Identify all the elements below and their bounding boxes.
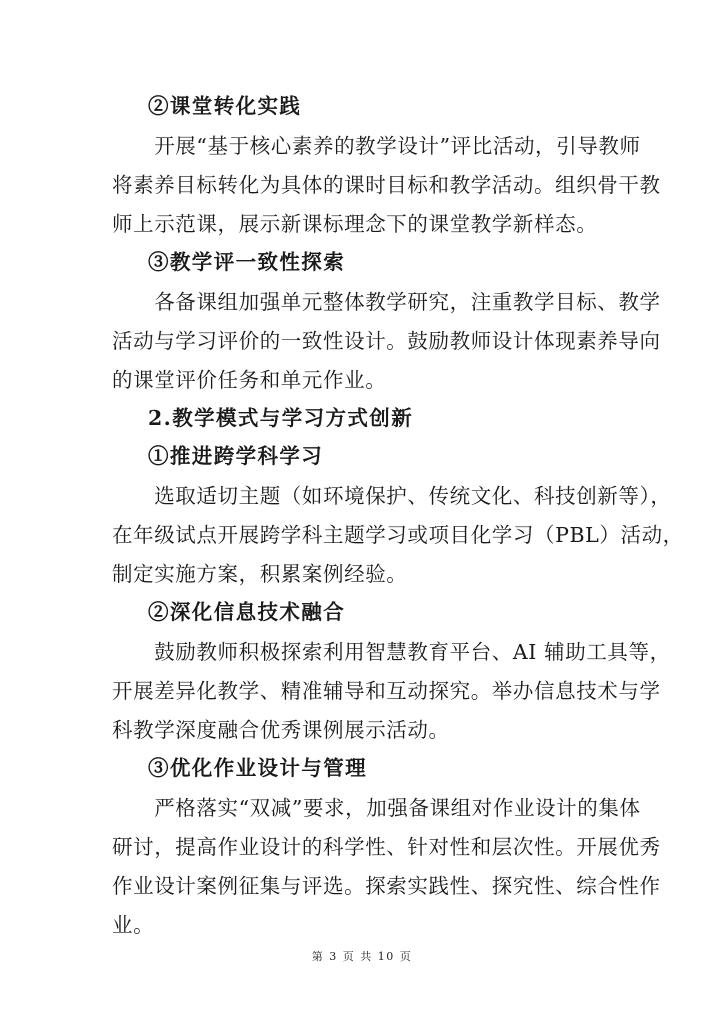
page-number-footer: 第 3 页 共 10 页 <box>311 950 413 963</box>
paragraph-line: 师上示范课，展示新课标理念下的课堂教学新样态。 <box>112 212 598 236</box>
paragraph-line: 严格落实“双减”要求，加强备课组对作业设计的集体 <box>112 796 641 820</box>
paragraph-line: 开展差异化教学、精准辅导和互动探究。举办信息技术与学 <box>112 679 661 703</box>
heading-classroom-transformation: ②课堂转化实践 <box>148 94 302 118</box>
paragraph-line: 鼓励教师积极探索利用智慧教育平台、AI 辅助工具等， <box>112 640 671 664</box>
heading-consistency-exploration: ③教学评一致性探索 <box>148 250 346 274</box>
paragraph-line: 各备课组加强单元整体教学研究，注重教学目标、教学 <box>112 290 661 314</box>
paragraph-line: 选取适切主题（如环境保护、传统文化、科技创新等）， <box>112 484 672 508</box>
paragraph-line: 制定实施方案，积累案例经验。 <box>112 562 408 586</box>
paragraph-line: 将素养目标转化为具体的课时目标和教学活动。组织骨干教 <box>112 173 661 197</box>
paragraph-line: 开展“基于核心素养的教学设计”评比活动，引导教师 <box>112 134 641 158</box>
paragraph-line: 业。 <box>112 913 155 937</box>
heading-cross-discipline: ①推进跨学科学习 <box>148 444 324 468</box>
heading-homework-design: ③优化作业设计与管理 <box>148 756 367 780</box>
paragraph-line: 的课堂评价任务和单元作业。 <box>112 368 387 392</box>
paragraph-line: 在年级试点开展跨学科主题学习或项目化学习（PBL）活动， <box>112 523 684 547</box>
heading-it-integration: ②深化信息技术融合 <box>148 600 346 624</box>
heading-teaching-mode-innovation: 2.教学模式与学习方式创新 <box>148 406 414 430</box>
paragraph-line: 活动与学习评价的一致性设计。鼓励教师设计体现素养导向 <box>112 329 661 353</box>
paragraph-line: 作业设计案例征集与评选。探索实践性、探究性、综合性作 <box>112 874 661 898</box>
paragraph-line: 研讨，提高作业设计的科学性、针对性和层次性。开展优秀 <box>112 835 661 859</box>
paragraph-line: 科教学深度融合优秀课例展示活动。 <box>112 718 450 742</box>
